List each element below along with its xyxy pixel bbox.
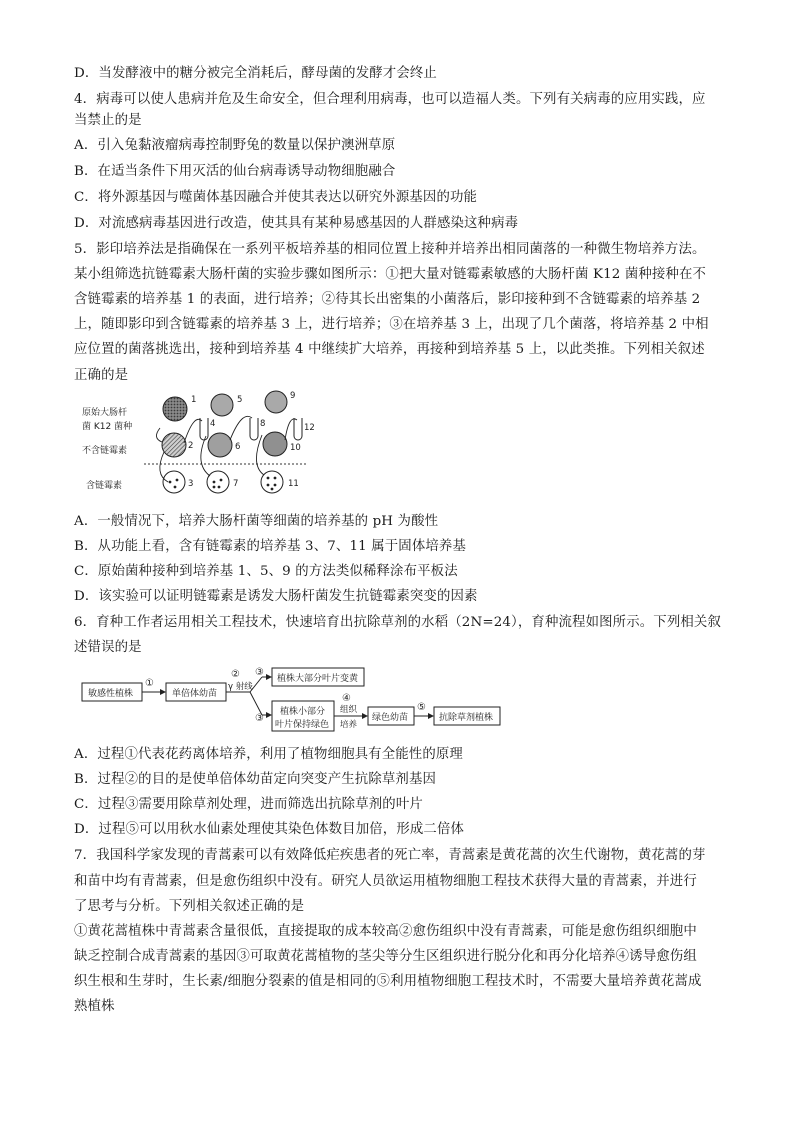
svg-text:植株大部分叶片变黄: 植株大部分叶片变黄 (277, 674, 359, 684)
label-origin-line1: 原始大肠杆 (82, 408, 128, 418)
q7-statements-line4: 熟植株 (74, 999, 115, 1014)
svg-text:绿色幼苗: 绿色幼苗 (372, 713, 409, 723)
label-streptomycin: 含链霉素 (86, 481, 123, 491)
svg-text:单倍体幼苗: 单倍体幼苗 (172, 689, 218, 699)
q6-option-b: B．过程②的目的是使单倍体幼苗定向突变产生抗除草剂基因 (74, 772, 437, 787)
q5-option-d: D．该实验可以证明链霉素是诱发大肠杆菌发生抗链霉素突变的因素 (74, 589, 478, 604)
label-no-streptomycin: 不含链霉素 (82, 446, 128, 456)
q7-statements-line3: 织生根和生芽时，生长素/细胞分裂素的值是相同的⑤利用植物细胞工程技术时，不需要大量培养黄花蒿成 (74, 974, 702, 989)
plate-2 (162, 433, 186, 457)
q7-stem-line1: 7．我国科学家发现的青蒿素可以有效降低疟疾患者的死亡率，青蒿素是黄花蒿的次生代谢物，黄花蒿的芽 (74, 848, 706, 863)
q5-option-c: C．原始菌种接种到培养基 1、5、9 的方法类似稀释涂布平板法 (74, 564, 458, 579)
q4-option-d: D．对流感病毒基因进行改造，使其具有某种易感基因的人群感染这种病毒 (74, 216, 519, 231)
plate-1 (163, 397, 187, 421)
plate-10 (263, 432, 287, 456)
tube-8 (250, 418, 258, 440)
step-5-label: ⑤ (417, 702, 426, 713)
q6-stem-line2: 述错误的是 (74, 640, 142, 655)
num-4: 4 (210, 419, 216, 429)
breeding-flowchart (80, 663, 510, 743)
inoculation-arrow-1 (156, 428, 162, 442)
step-1-label: ① (145, 678, 154, 689)
q5-stem-line5: 应位置的菌落挑选出，接种到培养基 4 中继续扩大培养，再接种到培养基 5 上，以此类推。下列相关叙述 (74, 342, 705, 357)
plate-3 (163, 471, 185, 493)
step-2-label: ② (231, 669, 240, 680)
q5-stem-line6: 正确的是 (74, 368, 129, 383)
q3-option-d: D．当发酵液中的糖分被完全消耗后，酵母菌的发酵才会终止 (74, 66, 437, 81)
step-3-bottom-label: ③ (255, 713, 264, 724)
num-6: 6 (235, 442, 241, 452)
num-3: 3 (188, 479, 194, 489)
num-1: 1 (191, 395, 197, 405)
num-11: 11 (288, 479, 299, 489)
num-2: 2 (188, 441, 194, 451)
num-8: 8 (260, 419, 266, 429)
q5-stem-line4: 上，随即影印到含链霉素的培养基 3 上，进行培养；③在培养基 3 上，出现了几个菌落，将培养基 2 中相 (74, 317, 709, 332)
num-5: 5 (237, 395, 243, 405)
q4-option-c: C．将外源基因与噬菌体基因融合并使其表达以研究外源基因的功能 (74, 190, 478, 205)
q5-option-a: A．一般情况下，培养大肠杆菌等细菌的培养基的 pH 为酸性 (74, 514, 439, 529)
svg-text:抗除草剂植株: 抗除草剂植株 (439, 713, 494, 723)
q4-option-b: B．在适当条件下用灭活的仙台病毒诱导动物细胞融合 (74, 164, 396, 179)
q5-stem-line2: 某小组筛选抗链霉素大肠杆菌的实验步骤如图所示：①把大量对链霉素敏感的大肠杆菌 K12 菌种接种在不 (74, 267, 707, 282)
q4-stem-line1: 4．病毒可以使人患病并危及生命安全，但合理利用病毒，也可以造福人类。下列有关病毒的应用实践，应 (74, 92, 706, 107)
gamma-ray-label: γ 射线 (228, 682, 253, 692)
num-12: 12 (304, 423, 315, 433)
q4-stem-line2: 当禁止的是 (74, 113, 142, 128)
q7-stem-line3: 了思考与分析。下列相关叙述正确的是 (74, 899, 305, 914)
label-origin-line2: 菌 K12 菌种 (82, 422, 133, 432)
step-3-top-label: ③ (255, 667, 264, 678)
plate-9 (265, 391, 287, 413)
q7-statements-line1: ①黄花蒿植株中青蒿素含量很低，直接提取的成本较高②愈伤组织中没有青蒿素，可能是愈伤组织细胞中 (74, 924, 697, 939)
svg-text:敏感性植株: 敏感性植株 (88, 689, 134, 699)
q4-option-a: A．引入兔黏液瘤病毒控制野兔的数量以保护澳洲草原 (74, 138, 396, 153)
svg-text:植株小部分: 植株小部分 (280, 707, 326, 717)
tube-12 (294, 418, 302, 440)
num-9: 9 (290, 391, 296, 401)
q7-stem-line2: 和苗中均有青蒿素，但是愈伤组织中没有。研究人员欲运用植物细胞工程技术获得大量的青蒿素，并进行 (74, 874, 697, 889)
q6-stem-line1: 6．育种工作者运用相关工程技术，快速培育出抗除草剂的水稻（2N=24），育种流程如图所示。下列相关叙 (74, 615, 721, 630)
q6-option-d: D．过程⑤可以用秋水仙素处理使其染色体数目加倍，形成二倍体 (74, 822, 465, 837)
num-7: 7 (233, 479, 239, 489)
q6-option-c: C．过程③需要用除草剂处理，进而筛选出抗除草剂的叶片 (74, 797, 423, 812)
svg-text:叶片保持绿色: 叶片保持绿色 (275, 720, 330, 730)
plate-6 (208, 433, 232, 457)
plate-7 (207, 471, 229, 493)
step-4-label: ④ (342, 693, 351, 704)
tissue-label-1: 组织 (340, 705, 358, 715)
num-10: 10 (290, 443, 301, 453)
tube-4 (200, 418, 208, 440)
tissue-label-2: 培养 (340, 720, 358, 730)
q5-stem-line1: 5．影印培养法是指确保在一系列平板培养基的相同位置上接种并培养出相同菌落的一种微生物培养方法。 (74, 242, 706, 257)
q5-option-b: B．从功能上看，含有链霉素的培养基 3、7、11 属于固体培养基 (74, 539, 466, 554)
plate-5 (211, 394, 233, 416)
q6-option-a: A．过程①代表花药离体培养，利用了植物细胞具有全能性的原理 (74, 747, 463, 762)
q5-stem-line3: 含链霉素的培养基 1 的表面，进行培养；②待其长出密集的小菌落后，影印接种到不含链霉素的培养基 2 (74, 292, 701, 307)
q7-statements-line2: 缺乏控制合成青蒿素的基因③可取黄花蒿植物的茎尖等分生区组织进行脱分化和再分化培养④诱导愈伤组 (74, 949, 697, 964)
replica-plating-figure (80, 388, 315, 504)
